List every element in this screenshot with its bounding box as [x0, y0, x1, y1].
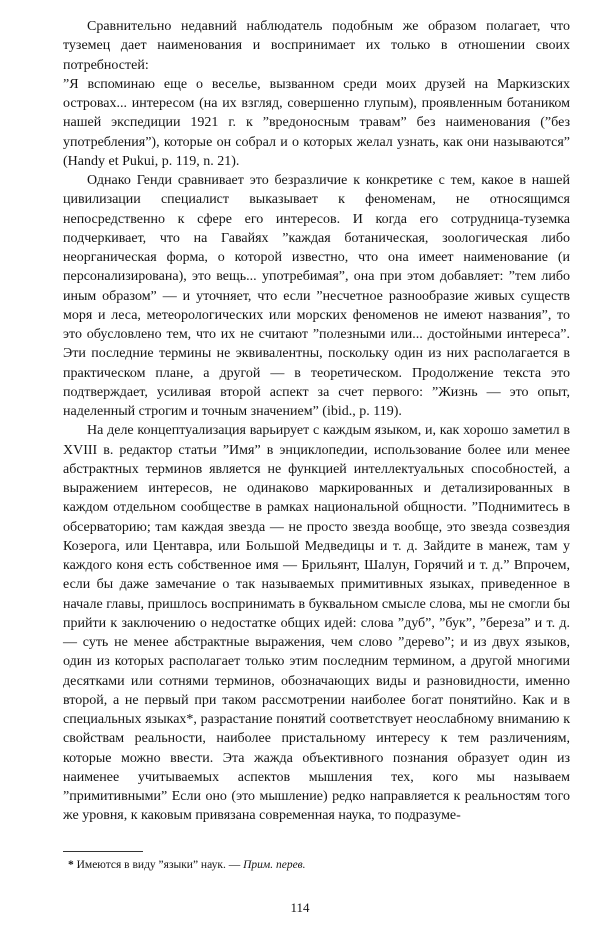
paragraph-quote: ”Я вспоминаю еще о веселье, вызванном среди моих друзей на Маркизских островах... интересом (на их взгляд, совершенно глупым), проявленным ботаником нашей экспедиции 1921 г. к ”вредоносным травам” без наименования (”без употребления”), которые он собрал и о которых желал узнать, как они называются” (Handy et Pukui, p. 119, n. 21).	[63, 76, 570, 169]
paragraph-3: На деле концептуализация варьирует с каждым языком, и, как хорошо заметил в XVIII в. редактор статьи ”Имя” в энциклопедии, использование более или менее абстрактных терминов является не функцией интеллектуальных способностей, а выражением интересов, не одинаково маркированных и детализированных в каждом отдельном сообществе в рамках национальной общности. ”Поднимитесь в обсерваторию; там каждая звезда — не просто звезда вообще, это звезда созвездия Козерога, или Центавра, или Большой Медведицы и т. д. Зайдите в манеж, там у каждого коня есть собственное имя — Брильянт, Шалун, Горячий и т. д.” Впрочем, если бы даже замечание о так называемых примитивных языках, приведенное в начале главы, пришлось воспринимать в буквальном смысле слова, мы не смогли бы прийти к заключению о недостатке общих идей: слова ”дуб”, ”бук”, ”береза” и т. д. — суть не менее абстрактные выражения, чем слово ”дерево”; и из двух языков, один из которых располагает только этим последним термином, а другой многими десятками или сотнями терминов, обозначающих виды и разновидности, именно второй, а не первый при таком рассмотрении наиболее богат понятийно. Как и в специальных языках*, разрастание понятий соответствует неослабному вниманию к свойствам реальности, наиболее пристальному интересу к тем различениям, которые можно ввести. Эта жажда объективного познания образует один из наименее учитываемых аспектов мышления тех, кого мы называем ”примитивными” Если оно (это мышление) редко направляется к реальностям того же уровня, к каковым привязана современная наука, то подразуме-	[63, 423, 570, 824]
footnote	[68, 858, 306, 873]
paragraph-2: Однако Генди сравнивает это безразличие к конкретике с тем, какое в нашей цивилизации специалист выказывает к феноменам, не относящимся непосредственно к сфере его интересов. И когда его сотрудница-туземка подчеркивает, что на Гавайях ”каждая ботаническая, зоологическая либо неорганическая форма, о которой известно, что она имеет наименование (и персонализирована), это вещь... употребимая”, она при этом добавляет: ”тем либо иным образом” — и уточняет, что если ”несчетное разнообразие живых существ моря и леса, метеорологических или морских феноменов не имеют названия”, то это обусловлено тем, что их не считают ”полезными или... достойными интереса”. Эти последние термины не эквивалентны, поскольку один из них располагается в практическом плане, а другой — в теоретическом. Продолжение текста это подтверждает, усиливая второй аспект за счет первого: ”Жизнь — это опыт, наделенный строгим и точным значением” (ibid., p. 119).	[63, 173, 570, 419]
page-number: 114	[290, 900, 310, 915]
footnote-text: Имеются в виду ”языки” наук. —	[76, 859, 241, 871]
body-text	[63, 17, 570, 826]
footnote-divider	[63, 851, 143, 852]
paragraph-1: Сравнительно недавний наблюдатель подобным же образом полагает, что туземец дает наименования и воспринимает их только в отношении своих потребностей:	[63, 19, 570, 73]
footnote-marker: *	[68, 859, 74, 871]
footnote-attribution: Прим. перев.	[243, 859, 306, 871]
